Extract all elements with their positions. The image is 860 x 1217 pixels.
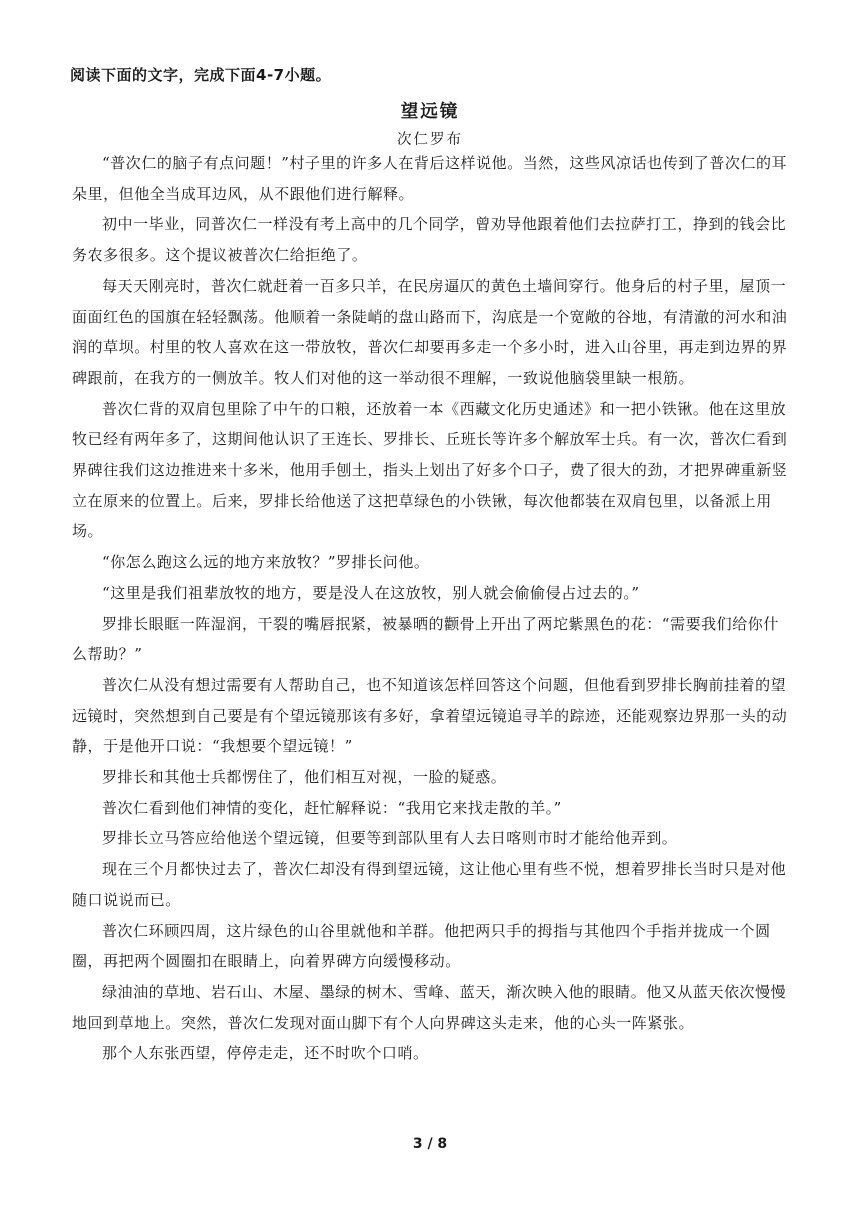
paragraph: 罗排长眼眶一阵湿润，干裂的嘴唇抿紧，被暴晒的颧骨上开出了两坨紫黑色的花：“需要我们给你什么帮助？” [72,614,779,664]
story-title: 望远镜 [400,102,460,122]
story-body [72,148,790,1069]
story-author: 次仁罗布 [397,132,463,148]
paragraph: 普次仁看到他们神情的变化，赶忙解释说：“我用它来找走散的羊。” [102,798,562,817]
paragraph: “你怎么跑这么远的地方来放牧？”罗排长问他。 [102,553,430,572]
paragraph: 每天天刚亮时，普次仁就赶着一百多只羊，在民房逼仄的黄色土墙间穿行。他身后的村子里，屋顶一面面红色的国旗在轻轻飘荡。他顺着一条陡峭的盘山路而下，沟底是一个宽敞的谷地，有清澈的河水和油润的草坝。村里的牧人喜欢在这一带放牧，普次仁却要再多走一个多小时，进入山谷里，再走到边界的界碑跟前，在我方的一侧放羊。牧人们对他的这一举动很不理解，一致说他脑袋里缺一根筋。 [72,276,788,387]
paragraph: 初中一毕业，同普次仁一样没有考上高中的几个同学，曾劝导他跟着他们去拉萨打工，挣到的钱会比务农多很多。这个提议被普次仁给拒绝了。 [72,215,787,265]
paragraph: 罗排长和其他士兵都愣住了，他们相互对视，一脸的疑惑。 [102,768,507,787]
paragraph: 普次仁从没有想过需要有人帮助自己，也不知道该怎样回答这个问题，但他看到罗排长胸前挂着的望远镜时，突然想到自己要是有个望远镜那该有多好，拿着望远镜追寻羊的踪迹，还能观察边界那一头的动静，于是他开口说：“我想要个望远镜！” [72,675,788,756]
paragraph: 普次仁环顾四周，这片绿色的山谷里就他和羊群。他把两只手的拇指与其他四个手指并拢成一个圆圈，再把两个圆圈扣在眼睛上，向着界碑方向缓慢移动。 [72,921,771,971]
reading-instruction: 阅读下面的文字，完成下面4-7小题。 [70,66,332,84]
paragraph: 罗排长立马答应给他送个望远镜，但要等到部队里有人去日喀则市时才能给他弄到。 [102,829,678,848]
paragraph: “普次仁的脑子有点问题！”村子里的许多人在背后这样说他。当然，这些风凉话也传到了普次仁的耳朵里，但他全当成耳边风，从不跟他们进行解释。 [72,154,788,203]
paragraph: 那个人东张西望，停停走走，还不时吹个口哨。 [102,1044,429,1063]
page-number: 3 / 8 [412,1136,448,1152]
paragraph: 现在三个月都快过去了，普次仁却没有得到望远镜，这让他心里有些不悦，想着罗排长当时只是对他随口说说而已。 [72,860,787,909]
paragraph: 绿油油的草地、岩石山、木屋、墨绿的树木、雪峰、蓝天，渐次映入他的眼睛。他又从蓝天依次慢慢地回到草地上。突然，普次仁发现对面山脚下有个人向界碑这头走来，他的心头一阵紧张。 [72,982,787,1032]
paragraph: “这里是我们祖辈放牧的地方，要是没人在这放牧，别人就会偷偷侵占过去的。” [102,583,640,602]
paragraph: 普次仁背的双肩包里除了中午的口粮，还放着一本《西藏文化历史通述》和一把小铁锹。他在这里放牧已经有两年多了，这期间他认识了王连长、罗排长、丘班长等许多个解放军士兵。有一次，普次仁看到界碑往我们这边推进来十多米，他用手刨土，指头上划出了好多个口子，费了很大的劲，才把界碑重新竖立在原来的位置上。后来，罗排长给他送了这把草绿色的小铁锹，每次他都装在双肩包里，以备派上用场。 [72,399,788,541]
